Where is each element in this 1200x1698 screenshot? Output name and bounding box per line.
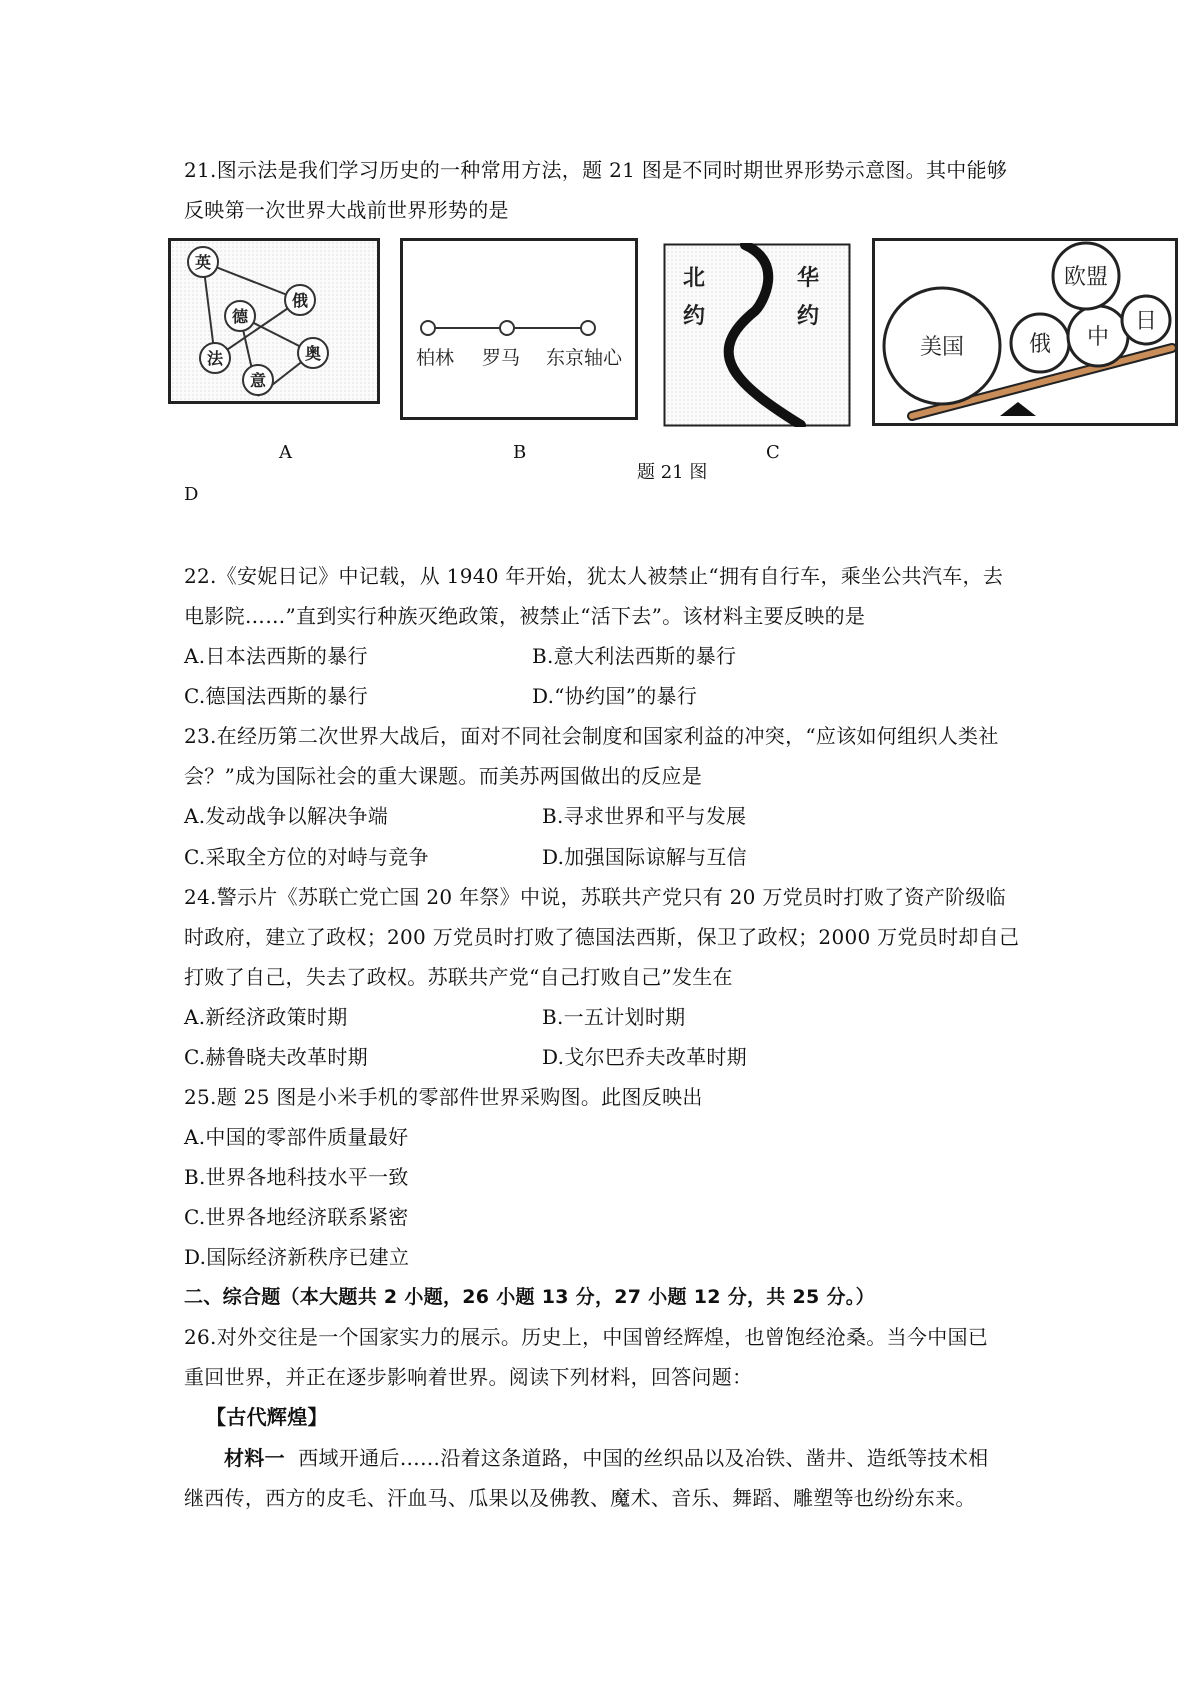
q25-option-b: B.世界各地科技水平一致 bbox=[184, 1165, 409, 1189]
q23-option-d: D.加强国际谅解与互信 bbox=[542, 845, 747, 869]
q24-option-a: A.新经济政策时期 bbox=[184, 1005, 348, 1029]
node-britain-label: 英 bbox=[194, 253, 212, 272]
q24-option-c: C.赫鲁晓夫改革时期 bbox=[184, 1045, 368, 1069]
q21-stem-line1: 21.图示法是我们学习历史的一种常用方法，题 21 图是不同时期世界形势示意图。其中能够 bbox=[184, 158, 1008, 182]
material-one-text-line1: 西域开通后……沿着这条道路，中国的丝织品以及冶铁、凿井、造纸等技术相 bbox=[298, 1446, 989, 1470]
q25-option-c: C.世界各地经济联系紧密 bbox=[184, 1205, 409, 1229]
q22-stem-line1: 22.《安妮日记》中记载，从 1940 年开始，犹太人被禁止“拥有自行车，乘坐公共汽车，去 bbox=[184, 564, 1004, 588]
figure-d-label: D bbox=[184, 484, 199, 505]
label-eu: 欧盟 bbox=[1063, 265, 1109, 290]
q23-option-b: B.寻求世界和平与发展 bbox=[542, 804, 747, 828]
q22-option-b: B.意大利法西斯的暴行 bbox=[532, 644, 737, 668]
q22-option-c: C.德国法西斯的暴行 bbox=[184, 684, 368, 708]
q23-option-c: C.采取全方位的对峙与竞争 bbox=[184, 845, 429, 869]
nato-label-1: 北 bbox=[683, 266, 706, 291]
q24-stem-line1: 24.警示片《苏联亡党亡国 20 年祭》中说，苏联共产党只有 20 万党员时打败了资产阶级临 bbox=[184, 885, 1006, 909]
material-one-label: 材料一 bbox=[224, 1446, 285, 1470]
q26-subheading: 【古代辉煌】 bbox=[206, 1405, 328, 1429]
q23-stem-line1: 23.在经历第二次世界大战后，面对不同社会制度和国家利益的冲突，“应该如何组织人类社 bbox=[184, 724, 999, 748]
node-italy-label: 意 bbox=[249, 371, 267, 390]
q25-option-d: D.国际经济新秩序已建立 bbox=[184, 1245, 410, 1269]
axis-node-berlin bbox=[421, 321, 435, 335]
axis-node-rome bbox=[500, 321, 514, 335]
q22-option-a: A.日本法西斯的暴行 bbox=[184, 644, 368, 668]
axis-label-tokyo: 东京轴心 bbox=[546, 347, 623, 369]
figure-a-label: A bbox=[279, 442, 292, 463]
figure-a-alliance-network bbox=[168, 238, 380, 404]
axis-label-berlin: 柏林 bbox=[416, 347, 455, 369]
q26-material-one bbox=[224, 1444, 988, 1472]
q21-stem-line2: 反映第一次世界大战前世界形势的是 bbox=[184, 198, 509, 222]
nato-label-2: 约 bbox=[683, 304, 706, 329]
q22-option-d: D.“协约国”的暴行 bbox=[532, 684, 698, 708]
figure-b-label: B bbox=[513, 442, 527, 463]
q23-stem-line2: 会？”成为国际社会的重大课题。而美苏两国做出的反应是 bbox=[184, 764, 703, 788]
warsaw-label-2: 约 bbox=[797, 304, 820, 329]
material-one-text-line2: 继西传，西方的皮毛、汗血马、瓜果以及佛教、魔术、音乐、舞蹈、雕塑等也纷纷东来。 bbox=[184, 1486, 976, 1510]
q25-option-a: A.中国的零部件质量最好 bbox=[184, 1125, 409, 1149]
node-germany-label: 德 bbox=[231, 307, 249, 326]
node-france-label: 法 bbox=[206, 349, 224, 368]
figure-b-axis-powers bbox=[400, 238, 638, 420]
section-2-heading: 二、综合题（本大题共 2 小题，26 小题 13 分，27 小题 12 分，共 25 分。） bbox=[184, 1286, 875, 1308]
node-austria-label: 奥 bbox=[304, 344, 322, 363]
q22-stem-line2: 电影院……”直到实行种族灭绝政策，被禁止“活下去”。该材料主要反映的是 bbox=[184, 604, 866, 628]
axis-node-tokyo bbox=[581, 321, 595, 335]
q24-stem-line2: 时政府，建立了政权；200 万党员时打败了德国法西斯，保卫了政权；2000 万党员时却自己 bbox=[184, 925, 1020, 949]
figure-c-cold-war-blocs bbox=[663, 243, 851, 427]
q26-stem-line1: 26.对外交往是一个国家实力的展示。历史上，中国曾经辉煌，也曾饱经沧桑。当今中国已 bbox=[184, 1325, 989, 1349]
axis-label-rome: 罗马 bbox=[482, 347, 521, 369]
figure-c-label: C bbox=[766, 442, 780, 463]
q24-stem-line3: 打败了自己，失去了政权。苏联共产党“自己打败自己”发生在 bbox=[184, 965, 733, 989]
label-japan: 日 bbox=[1134, 309, 1158, 334]
node-russia-label: 俄 bbox=[291, 291, 309, 310]
label-usa: 美国 bbox=[919, 335, 965, 360]
q24-option-d: D.戈尔巴乔夫改革时期 bbox=[542, 1045, 747, 1069]
q23-option-a: A.发动战争以解决争端 bbox=[184, 804, 389, 828]
q26-stem-line2: 重回世界，并正在逐步影响着世界。阅读下列材料，回答问题： bbox=[184, 1365, 753, 1389]
q24-option-b: B.一五计划时期 bbox=[542, 1005, 686, 1029]
q25-stem-line1: 25.题 25 图是小米手机的零部件世界采购图。此图反映出 bbox=[184, 1085, 703, 1109]
figure-d-multipolar-balance bbox=[872, 238, 1178, 426]
warsaw-label-1: 华 bbox=[797, 266, 820, 291]
label-china: 中 bbox=[1086, 325, 1110, 350]
figure-caption: 题 21 图 bbox=[637, 462, 708, 483]
label-russia: 俄 bbox=[1028, 332, 1052, 357]
